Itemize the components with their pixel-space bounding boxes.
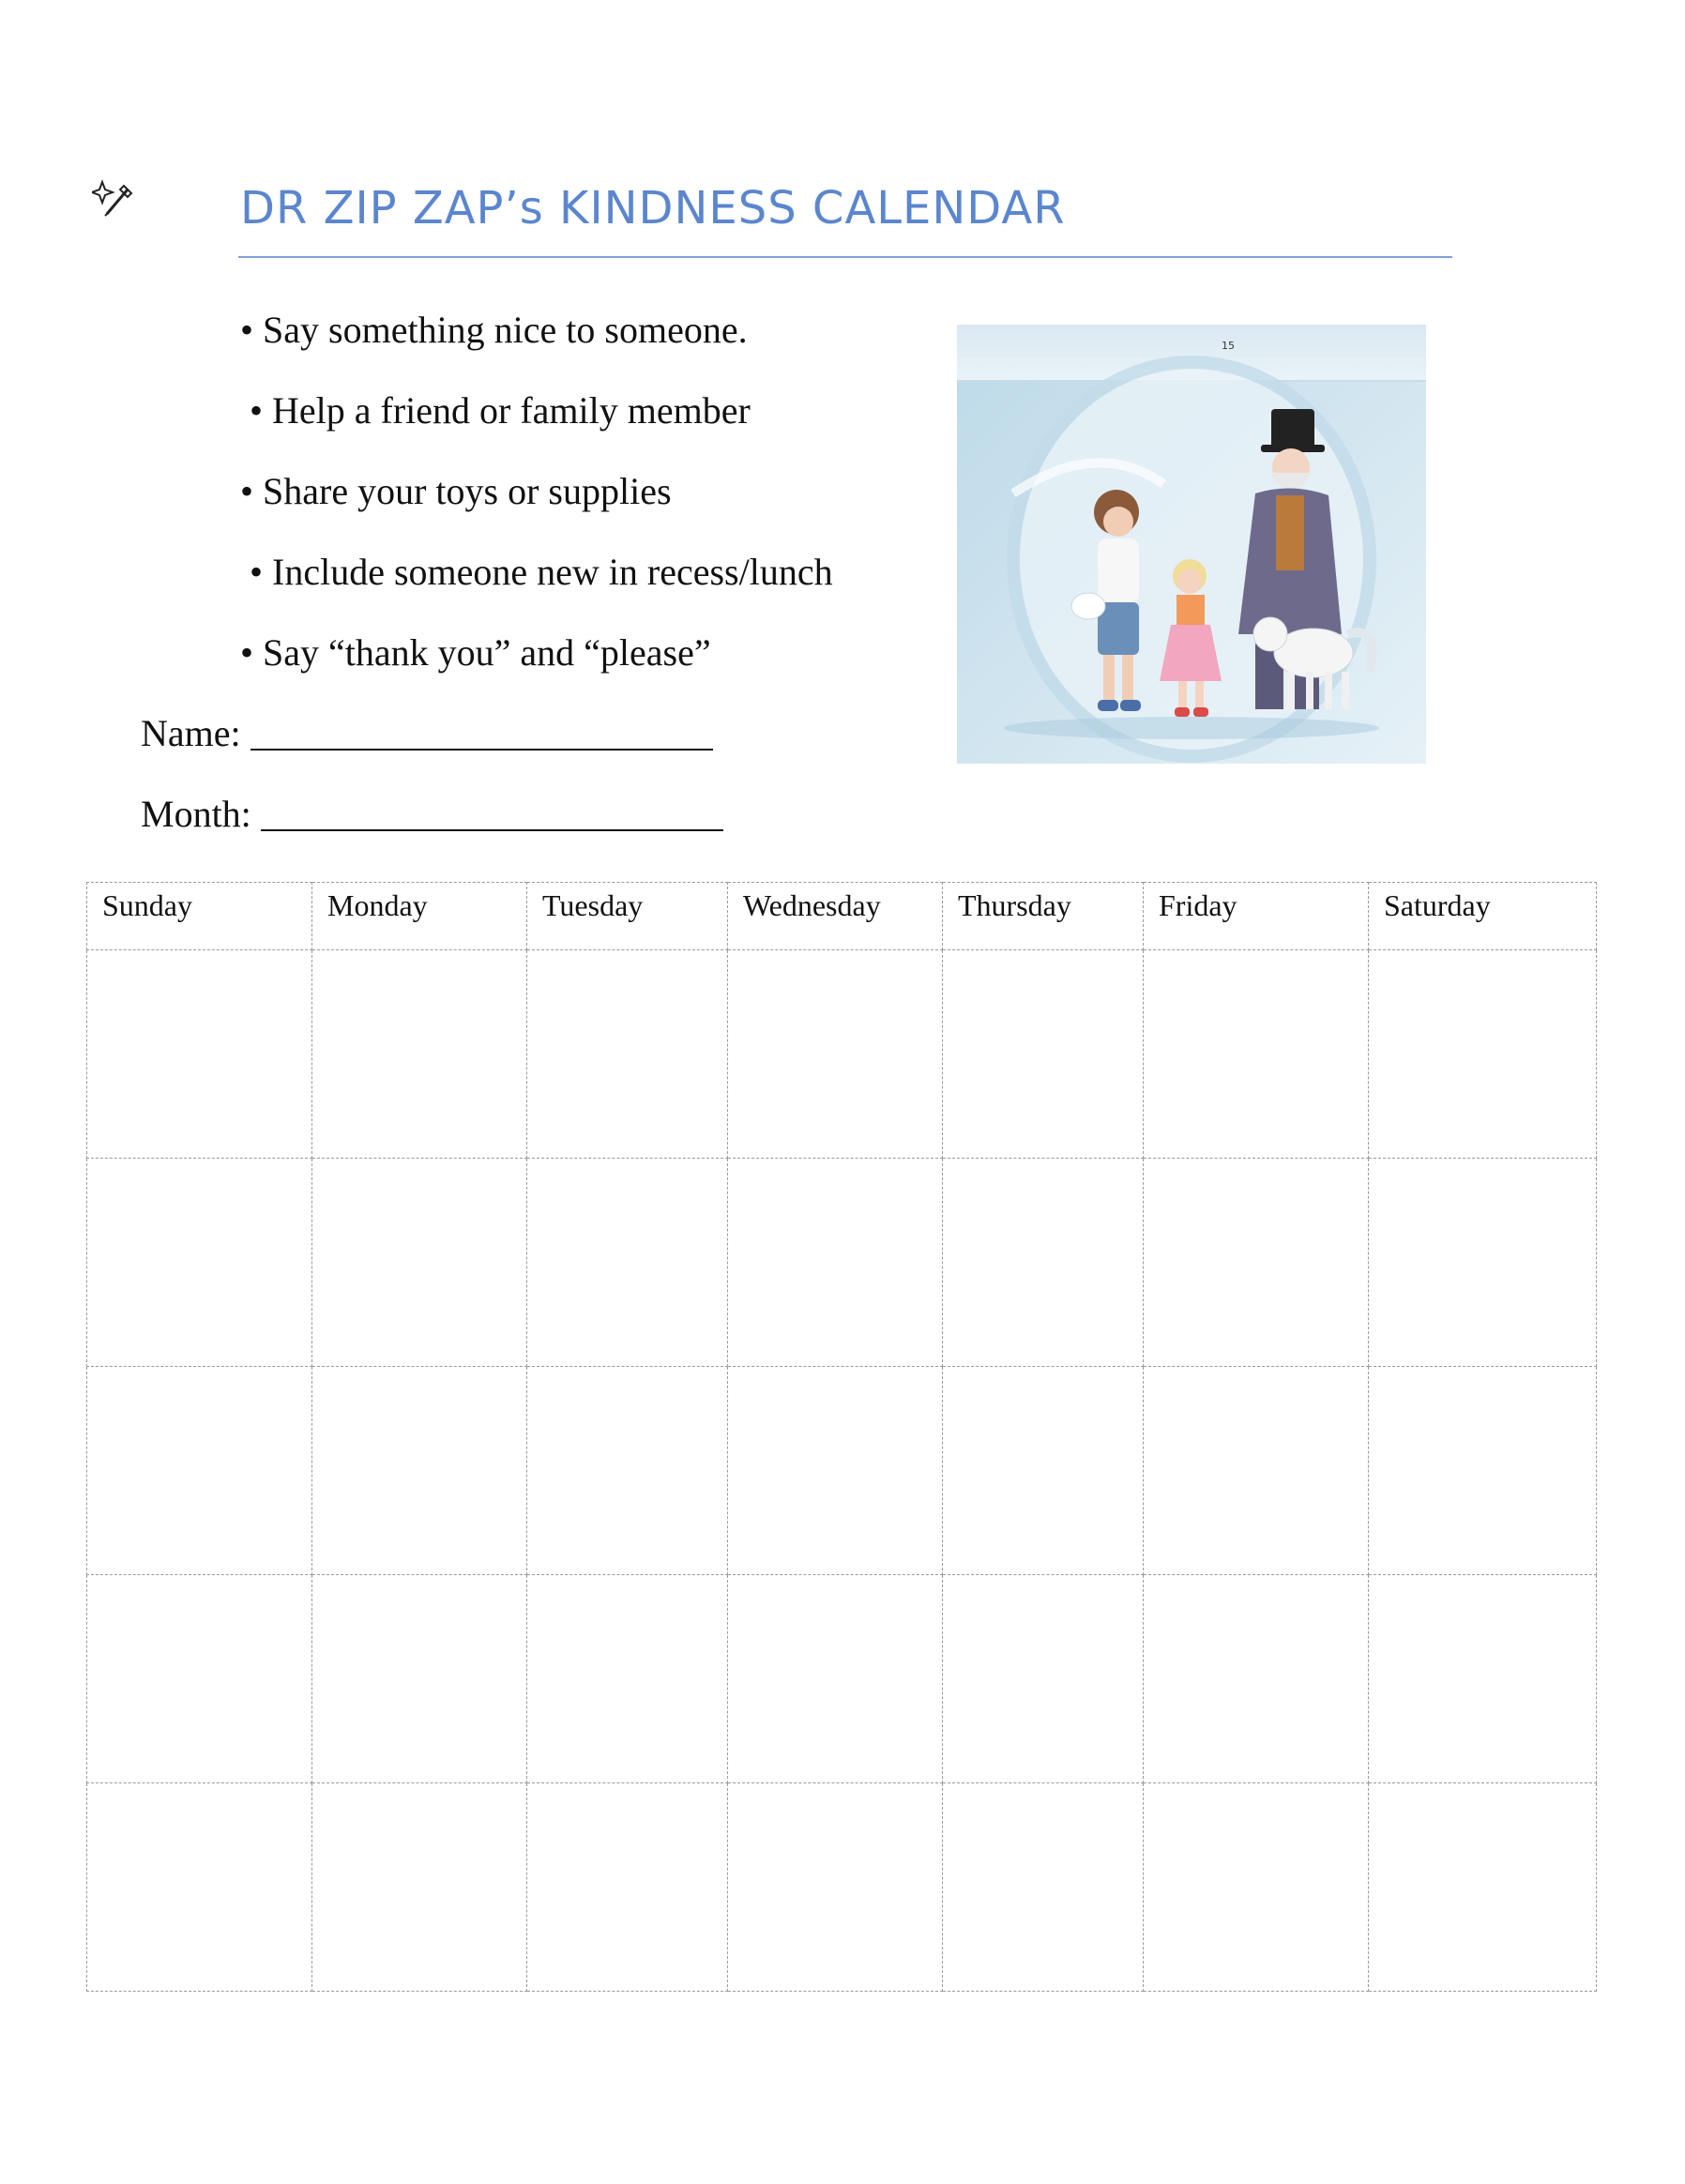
month-blank-line[interactable] (261, 829, 723, 831)
calendar-day-cell[interactable] (728, 1783, 943, 1992)
day-header-sunday: Sunday (87, 883, 312, 950)
calendar-day-cell[interactable] (1144, 950, 1369, 1159)
calendar-grid (86, 882, 1597, 1992)
calendar-day-cell[interactable] (527, 1367, 728, 1575)
calendar-day-cell[interactable] (1369, 1575, 1597, 1783)
calendar-header-row (87, 883, 1597, 950)
calendar-week-row (87, 1575, 1597, 1783)
month-field[interactable] (141, 793, 723, 835)
calendar-day-cell[interactable] (943, 1575, 1144, 1783)
day-header-monday: Monday (312, 883, 527, 950)
day-header-friday: Friday (1144, 883, 1369, 950)
calendar-day-cell[interactable] (87, 1367, 312, 1575)
calendar-day-cell[interactable] (943, 1783, 1144, 1992)
calendar-week-row (87, 1159, 1597, 1367)
page-title: DR ZIP ZAP’s KINDNESS CALENDAR (240, 182, 1066, 235)
list-item: • Include someone new in recess/lunch (250, 551, 833, 593)
calendar-day-cell[interactable] (943, 1367, 1144, 1575)
list-item-text: Say “thank you” and “please” (263, 631, 711, 674)
day-header-saturday: Saturday (1369, 883, 1597, 950)
calendar-day-cell[interactable] (87, 1159, 312, 1367)
calendar-day-cell[interactable] (87, 1575, 312, 1783)
list-item-text: Help a friend or family member (272, 389, 751, 432)
calendar-day-cell[interactable] (728, 950, 943, 1159)
calendar-day-cell[interactable] (1144, 1575, 1369, 1783)
calendar-day-cell[interactable] (527, 950, 728, 1159)
calendar-day-cell[interactable] (943, 1159, 1144, 1367)
calendar-day-cell[interactable] (87, 1783, 312, 1992)
calendar-day-cell[interactable] (527, 1783, 728, 1992)
calendar-day-cell[interactable] (1144, 1159, 1369, 1367)
list-item: • Say something nice to someone. (240, 309, 748, 351)
calendar-day-cell[interactable] (527, 1159, 728, 1367)
calendar-day-cell[interactable] (943, 950, 1144, 1159)
list-item: • Say “thank you” and “please” (240, 631, 711, 674)
calendar-day-cell[interactable] (312, 950, 527, 1159)
calendar-day-cell[interactable] (1369, 1367, 1597, 1575)
name-field[interactable] (141, 712, 713, 754)
list-item: • Help a friend or family member (250, 389, 751, 432)
calendar-day-cell[interactable] (312, 1575, 527, 1783)
storybook-illustration (957, 325, 1426, 764)
calendar-day-cell[interactable] (1144, 1783, 1369, 1992)
list-item-text: Include someone new in recess/lunch (272, 551, 833, 593)
name-label: Name: (141, 712, 241, 754)
calendar-week-row (87, 1367, 1597, 1575)
page-number-label: 15 (1222, 340, 1235, 352)
calendar-day-cell[interactable] (1369, 1159, 1597, 1367)
day-header-thursday: Thursday (943, 883, 1144, 950)
calendar-day-cell[interactable] (87, 950, 312, 1159)
calendar-day-cell[interactable] (728, 1159, 943, 1367)
calendar-week-row (87, 1783, 1597, 1992)
calendar-day-cell[interactable] (527, 1575, 728, 1783)
calendar-day-cell[interactable] (728, 1575, 943, 1783)
calendar-day-cell[interactable] (1369, 950, 1597, 1159)
name-blank-line[interactable] (250, 749, 713, 751)
calendar-day-cell[interactable] (312, 1783, 527, 1992)
magic-wand-sparkle-icon (92, 176, 135, 220)
calendar-day-cell[interactable] (312, 1159, 527, 1367)
calendar-week-row (87, 950, 1597, 1159)
day-header-tuesday: Tuesday (527, 883, 728, 950)
calendar-day-cell[interactable] (312, 1367, 527, 1575)
list-item: • Share your toys or supplies (240, 470, 672, 512)
calendar-day-cell[interactable] (1144, 1367, 1369, 1575)
month-label: Month: (141, 793, 251, 835)
list-item-text: Share your toys or supplies (263, 470, 672, 512)
calendar-day-cell[interactable] (728, 1367, 943, 1575)
title-underline (238, 256, 1452, 258)
list-item-text: Say something nice to someone. (263, 309, 748, 351)
day-header-wednesday: Wednesday (728, 883, 943, 950)
calendar-day-cell[interactable] (1369, 1783, 1597, 1992)
